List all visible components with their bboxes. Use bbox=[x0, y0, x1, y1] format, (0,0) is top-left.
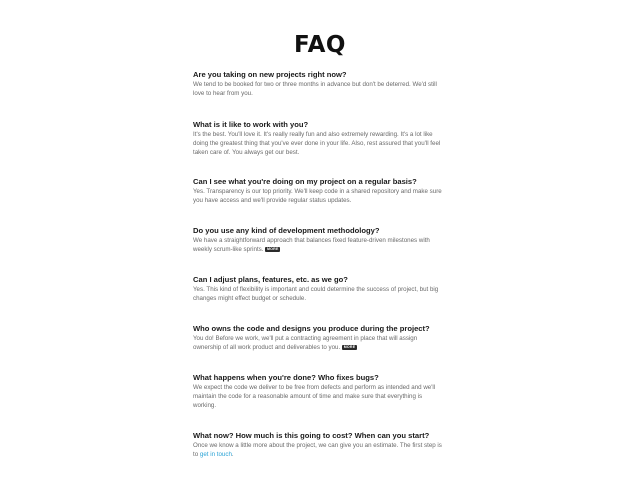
faq-item bbox=[193, 70, 445, 98]
faq-question: What happens when you're done? Who fixes bugs? bbox=[193, 373, 379, 382]
faq-item bbox=[193, 373, 445, 411]
faq-answer: Yes. Transparency is our top priority. We'll keep code in a shared repository and make sure you have access and we'll provide regular status updates. bbox=[193, 188, 442, 205]
faq-answer bbox=[193, 441, 445, 459]
faq-question: What is it like to work with you? bbox=[193, 120, 309, 129]
faq-item bbox=[193, 226, 445, 254]
more-button[interactable]: MORE bbox=[266, 247, 279, 252]
faq-answer bbox=[193, 236, 445, 254]
faq-item bbox=[193, 120, 445, 158]
faq-question: Who owns the code and designs you produce during the project? bbox=[193, 324, 430, 333]
get-in-touch-link[interactable]: get in touch bbox=[199, 451, 232, 459]
faq-answer: We tend to be booked for two or three months in advance but don't be deterred. We'd still love to hear from you. bbox=[193, 81, 437, 98]
faq-answer bbox=[193, 334, 445, 352]
faq-answer-text: Once we know a little more about the project, we can give you an estimate. The first step is to bbox=[193, 442, 442, 459]
faq-item bbox=[193, 177, 445, 205]
faq-answer-suffix: . bbox=[231, 451, 234, 459]
faq-question: What now? How much is this going to cost? When can you start? bbox=[193, 431, 430, 440]
faq-answer: Yes. This kind of flexibility is important and could determine the success of project, but big changes might effect budget or schedule. bbox=[193, 286, 439, 303]
faq-answer-text: You do! Before we work, we'll put a contracting agreement in place that will assign ownership of all work product and deliverables to you. bbox=[193, 335, 418, 352]
faq-question: Can I see what you're doing on my project on a regular basis? bbox=[193, 177, 417, 186]
faq-answer: We expect the code we deliver to be free from defects and perform as intended and we'll maintain the code for a reasonable amount of time and make sure that everything is working. bbox=[193, 384, 436, 410]
faq-answer-text: We have a straightforward approach that balances fixed feature-driven milestones with weekly scrum-like sprints. bbox=[193, 237, 430, 254]
faq-item bbox=[193, 431, 445, 459]
more-button[interactable]: MORE bbox=[343, 345, 356, 350]
faq-item bbox=[193, 275, 445, 303]
faq-answer: It's the best. You'll love it. It's really really fun and also extremely rewarding. It's a lot like doing the greatest thing that you've ever done in your life. Also, rest assured that you'll feel taken care of. You always get our best. bbox=[193, 131, 441, 157]
faq-question: Are you taking on new projects right now? bbox=[193, 70, 347, 79]
faq-question: Do you use any kind of development methodology? bbox=[193, 226, 380, 235]
faq-item bbox=[193, 324, 445, 352]
page-title: FAQ bbox=[294, 32, 346, 59]
faq-question: Can I adjust plans, features, etc. as we go? bbox=[193, 275, 348, 284]
